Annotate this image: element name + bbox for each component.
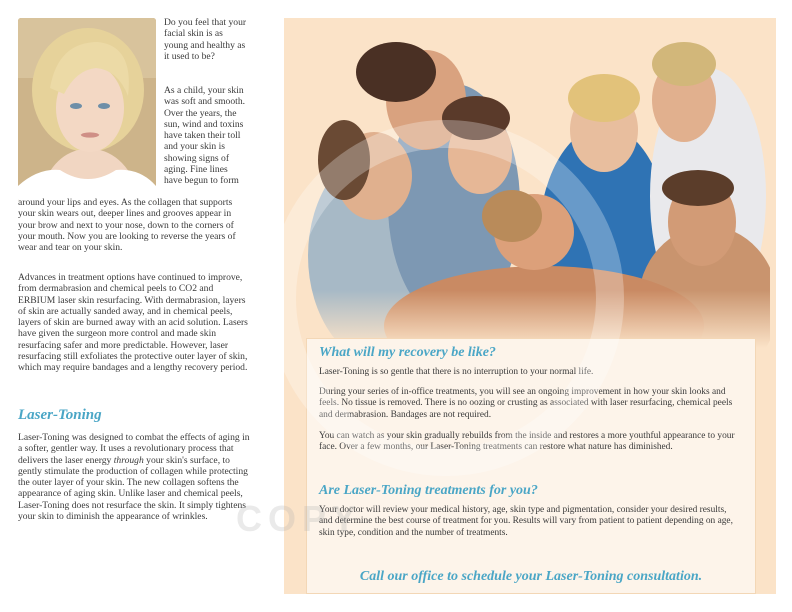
recovery-heading: What will my recovery be like?	[319, 345, 496, 360]
recovery-paragraph-2: During your series of in-office treatments, you will see an ongoing improvement in how your skin looks and feels. No tissue is removed. There is no oozing or crusting as associated with laser resurfacing, chemical peels and dermabrasion. Bandages are not required.	[319, 387, 733, 420]
group-photo-illustration	[304, 26, 770, 348]
candidates-paragraph: Your doctor will review your medical history, age, skin type and pigmentation, consider your desired results, and determine the best course of treatment for you. Results will vary from patient to patient depending on age, skin type, condition and the number of treatments.	[319, 505, 733, 538]
advances-paragraph: Advances in treatment options have continued to improve, from dermabrasion and chemical peels to CO2 and ERBIUM laser skin resurfacing. With dermabrasion, layers of skin are actually sanded away, and in chemical peels, layers of skin are burned away with an acid solution. Lasers have given the surgeon more control and made skin resurfacing safer and more predictable. However, laser resurfacing still exfoliates the protective outer layer of skin, which may require bandages and a lengthy recovery period.	[18, 272, 248, 374]
laser-toning-text-b: your skin's surface, to gently stimulate the production of collagen while protecting the outer layer of your skin. The new collagen softens the appearance of aging skin. Unlike laser and chemical peels, Laser-Toning does not resurface the skin. It simply tightens your skin to diminish the appearance of wrinkles.	[18, 454, 248, 523]
watermark-text: COPY	[236, 498, 363, 539]
intro-paragraph-continued: around your lips and eyes. As the collagen that supports your skin wears out, deeper lines and grooves appear in your brow and next to your nose, down to the corners of your mouth. Now you are looking to reverse the years of wear and tear on your skin.	[18, 197, 236, 254]
laser-toning-text-a: Laser-Toning was designed to combat the effects of aging in a softer, gentler way. It uses a revolutionary process that delivers the laser energy	[18, 432, 250, 466]
portrait-illustration	[18, 18, 156, 202]
recovery-paragraph-3: You can watch as your skin gradually rebuilds from the inside and restores a more youthful appearance to your face. Over a few months, our Laser-Toning treatments can restore what nature has diminished.	[319, 431, 735, 453]
recovery-paragraph-1: Laser-Toning is so gentle that there is no interruption to your normal life.	[319, 367, 594, 377]
candidates-heading: Are Laser-Toning treatments for you?	[319, 483, 538, 498]
laser-toning-paragraph	[18, 432, 250, 522]
portrait-photo	[18, 18, 156, 202]
call-to-action: Call our office to schedule your Laser-Toning consultation.	[359, 569, 703, 584]
intro-paragraph: As a child, your skin was soft and smooth. Over the years, the sun, wind and toxins have taken their toll and your skin is showing signs of aging. Fine lines have begun to form	[164, 85, 246, 187]
group-photo	[304, 26, 770, 348]
right-panel	[284, 18, 776, 594]
laser-toning-emphasis: through	[113, 454, 144, 466]
laser-toning-heading: Laser-Toning	[18, 407, 102, 423]
intro-question: Do you feel that your facial skin is as young and healthy as it used to be?	[164, 17, 247, 62]
recovery-info-box	[306, 338, 756, 594]
